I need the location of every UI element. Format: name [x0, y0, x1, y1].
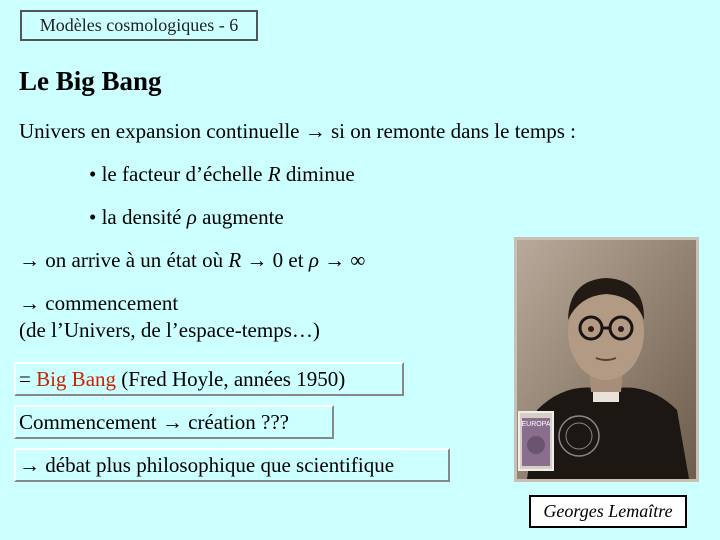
- slide-header: Modèles cosmologiques - 6: [20, 10, 258, 41]
- variable-r: R: [228, 248, 242, 272]
- slide-title: Le Big Bang: [19, 66, 162, 96]
- big-bang-term: Big Bang: [36, 367, 117, 391]
- beginning-line: → commencement: [19, 291, 179, 315]
- line-text: (Fred Hoyle, années 1950): [116, 367, 346, 391]
- variable-rho: ρ: [186, 205, 197, 229]
- bullet-density: [89, 204, 284, 230]
- stamp-label: EUROPA: [521, 421, 551, 428]
- limit-state-line: [19, 247, 365, 273]
- line-text: → ∞: [318, 248, 366, 272]
- bullet-text: augmente: [196, 205, 284, 229]
- lemaitre-portrait: [514, 237, 699, 482]
- creation-line: Commencement → création ???: [19, 410, 289, 434]
- variable-rho: ρ: [308, 248, 319, 272]
- line-text: =: [19, 367, 37, 391]
- photo-caption: Georges Lemaître: [529, 495, 687, 528]
- debate-line: → débat plus philosophique que scientifique: [19, 453, 395, 477]
- line-text: → 0 et: [241, 248, 309, 272]
- beginning-detail-line: (de l’Univers, de l’espace-temps…): [19, 318, 320, 342]
- bullet-scale-factor: [89, 161, 355, 187]
- bullet-text: • la densité: [89, 205, 187, 229]
- bullet-text: diminue: [280, 162, 355, 186]
- big-bang-line: [19, 366, 345, 392]
- intro-line: Univers en expansion continuelle → si on remonte dans le temps :: [19, 119, 576, 143]
- line-text: → on arrive à un état où: [19, 248, 229, 272]
- bullet-text: • le facteur d’échelle: [89, 162, 268, 186]
- portrait-illustration: [517, 240, 696, 479]
- variable-r: R: [267, 162, 281, 186]
